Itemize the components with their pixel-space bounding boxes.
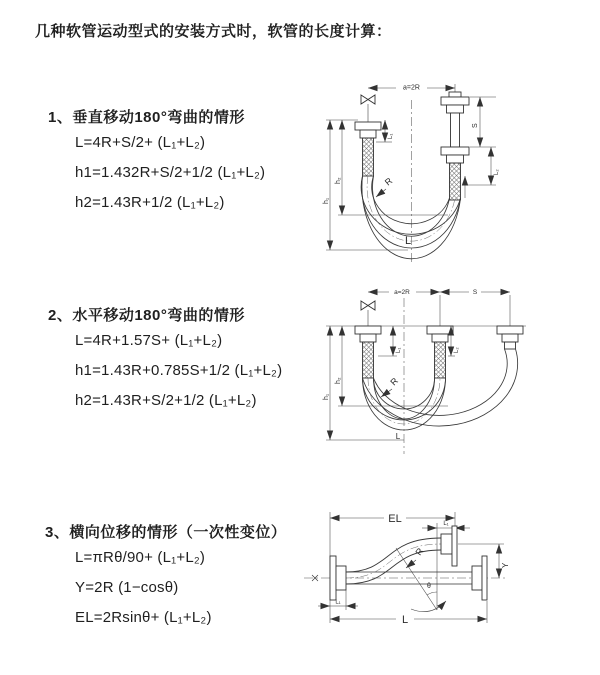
section-1-heading: 1、垂直移动180°弯曲的情形 (48, 109, 245, 126)
section-2-heading: 2、水平移动180°弯曲的情形 (48, 307, 245, 324)
dim-length (330, 601, 487, 623)
dim-label-s: S (472, 123, 479, 128)
formula-h2: h2=1.43R+S/2+1/2 (L₁+L₂) (75, 392, 257, 409)
formula-length: L=πRθ/90+ (L₁+L₂) (75, 549, 206, 566)
diagram-horizontal-180-bend (308, 282, 600, 460)
radius-callout (376, 175, 395, 197)
dim-label-y: Y (501, 562, 510, 568)
dim-label-l1-top: L₁ (443, 521, 449, 527)
radius-label: R (413, 546, 426, 558)
hose-centerline-curve (346, 544, 441, 578)
dim-label-h2: h₂ (335, 377, 342, 384)
dim-label-l2: L₂ (454, 347, 460, 353)
formula-h2: h2=1.43R+1/2 (L₁+L₂) (75, 194, 225, 211)
diagram-lateral-displacement (296, 498, 600, 648)
dim-label-width: a=2R (394, 289, 410, 296)
right-hose-braid (450, 163, 461, 200)
dim-label-h1: h₁ (323, 393, 330, 400)
radius-label: R (388, 375, 401, 388)
length-label: L (401, 614, 409, 626)
formula-h1: h1=1.43R+0.785S+1/2 (L₁+L₂) (75, 362, 283, 379)
dim-label-width: a=2R (403, 84, 420, 92)
formula-length: L=4R+1.57S+ (L₁+L₂) (75, 332, 223, 349)
dim-label-s: S (472, 289, 478, 296)
right-pipe-assembly (441, 92, 469, 163)
diagram-vertical-180-bend (308, 72, 600, 267)
formula-h1: h1=1.432R+S/2+1/2 (L₁+L₂) (75, 164, 266, 181)
dim-label-l1-bottom: L₁ (335, 599, 341, 606)
formula-y: Y=2R (1−cosθ) (75, 579, 179, 596)
formula-length: L=4R+S/2+ (L₁+L₂) (75, 134, 206, 151)
dim-label-h1: h₁ (323, 197, 330, 204)
angle-label: θ (427, 583, 431, 590)
page-title: 几种软管运动型式的安装方式时，软管的长度计算： (35, 23, 392, 40)
dim-top-width (368, 292, 510, 326)
valve-icon (361, 301, 375, 326)
left-hose-braid (363, 342, 374, 378)
length-label: L (404, 235, 412, 247)
dim-label-h2: h₂ (335, 177, 342, 184)
formula-el: EL=2Rsinθ+ (L₁+L₂) (75, 609, 212, 626)
length-label: L (395, 432, 401, 441)
left-pipe-flange (355, 122, 381, 138)
dim-label-l1: L₁ (396, 347, 402, 353)
dim-heights (326, 326, 448, 440)
dim-label-l1: L₁ (388, 133, 394, 139)
left-flange (330, 556, 346, 600)
left-hose-braid (363, 138, 374, 176)
dim-label-l2: L₂ (494, 169, 500, 175)
dim-label-el: EL (388, 513, 402, 525)
dim-el (330, 512, 455, 623)
hose-centerline-arc (367, 176, 455, 241)
middle-hose-braid (435, 342, 446, 378)
section-3-heading: 3、横向位移的情形（一次性变位） (45, 524, 287, 541)
radius-callout (406, 546, 426, 568)
right-flange (472, 556, 487, 600)
radius-label: R (382, 175, 395, 188)
upper-flange (441, 526, 457, 566)
radius-callout (381, 375, 400, 397)
valve-icon (361, 95, 375, 122)
